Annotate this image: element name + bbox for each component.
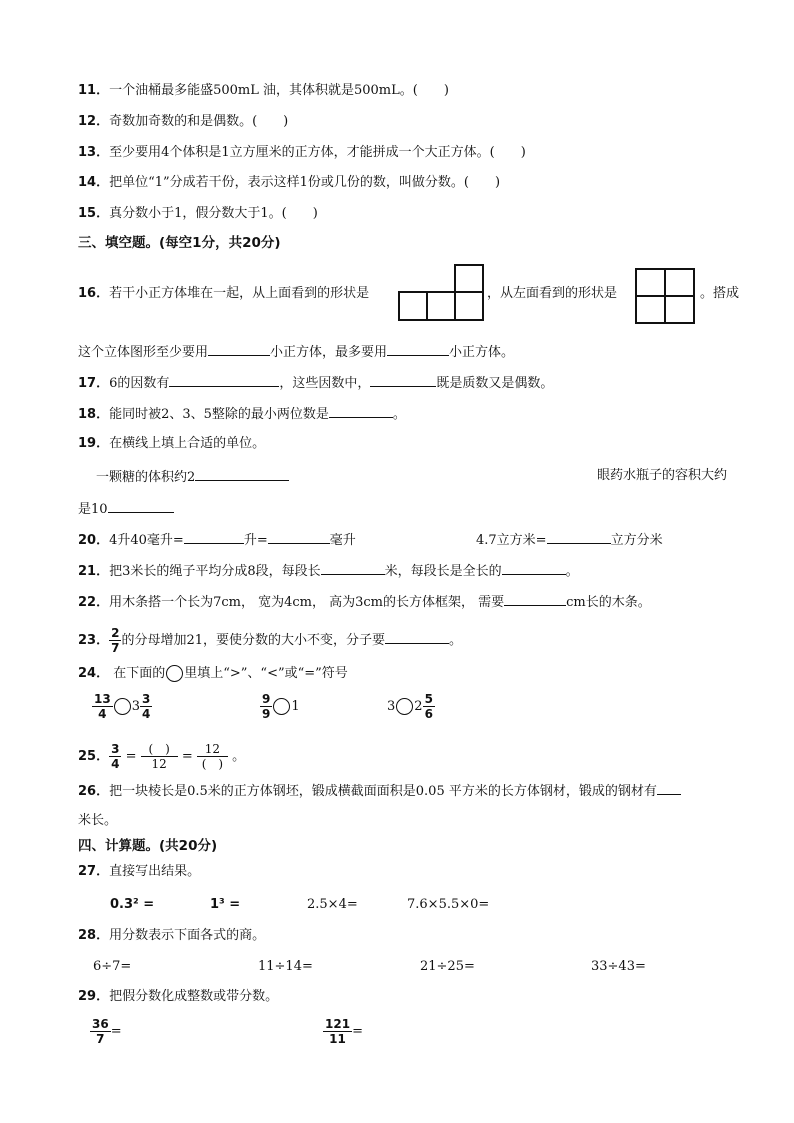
question-number: 24． <box>78 666 110 681</box>
numerator: 9 <box>262 692 271 706</box>
question-text: 4.7立方米= <box>476 533 547 548</box>
question-17 <box>78 373 553 393</box>
question-19-left <box>96 467 289 487</box>
question-number: 22． <box>78 595 110 610</box>
numerator: 12 <box>197 742 228 757</box>
question-number: 13． <box>78 145 110 160</box>
fraction <box>197 742 228 771</box>
equals-sign: = <box>181 749 193 764</box>
question-text: 4升40毫升= <box>109 533 184 548</box>
question-text: 。 <box>232 749 246 764</box>
numerator-blank[interactable]: ( ) <box>141 742 178 757</box>
answer-circle[interactable] <box>396 698 413 715</box>
denominator: 4 <box>98 707 107 721</box>
question-text: 升= <box>243 533 268 548</box>
question-number: 26． <box>78 784 110 799</box>
question-text: 小正方体。 <box>449 345 515 360</box>
whole-number: 3 <box>387 699 396 714</box>
question-text: 在下面的 <box>113 666 166 681</box>
question-number: 11． <box>78 83 110 98</box>
question-text: 的分母增加21，要使分数的大小不变，分子要 <box>121 633 385 648</box>
question-number: 29． <box>78 989 110 1004</box>
denominator: 4 <box>141 707 151 721</box>
question-text: 若干小正方体堆在一起，从上面看到的形状是 <box>109 286 370 301</box>
question-29 <box>78 988 278 1006</box>
question-number: 25． <box>78 749 110 764</box>
question-number: 20． <box>78 533 110 548</box>
fraction <box>109 626 121 655</box>
numerator: 3 <box>141 692 151 706</box>
question-11 <box>78 82 449 100</box>
numerator: 2 <box>111 626 120 640</box>
question-25 <box>78 742 245 771</box>
question-text: 6的因数有 <box>109 376 170 391</box>
question-text: 在横线上填上合适的单位。 <box>109 436 266 451</box>
question-text: 真分数小于1，假分数大于1。( ) <box>109 206 318 221</box>
top-view-shape-icon <box>398 264 484 322</box>
question-text: 把单位“1”分成若干份，表示这样1份或几份的数，叫做分数。( ) <box>109 175 501 190</box>
calc-item: 21÷25= <box>420 959 475 974</box>
denominator: 6 <box>424 707 433 721</box>
question-text: 一颗糖的体积约2 <box>96 470 196 485</box>
answer-blank[interactable] <box>184 530 244 544</box>
section-title-fill-in: 三、填空题。(每空1分，共20分) <box>78 235 281 251</box>
fraction <box>140 692 152 721</box>
denominator: 7 <box>96 1032 105 1046</box>
question-text: 。 <box>565 564 579 579</box>
whole-number: 2 <box>414 699 423 714</box>
question-15 <box>78 205 318 223</box>
compare-item-3 <box>387 692 435 721</box>
answer-blank[interactable] <box>321 561 385 575</box>
improper-fraction-1 <box>90 1017 122 1046</box>
question-number: 12． <box>78 114 110 129</box>
numerator: 13 <box>94 692 111 706</box>
question-number: 14． <box>78 175 110 190</box>
whole-number: 3 <box>131 699 140 714</box>
fraction <box>423 692 435 721</box>
question-12 <box>78 113 288 131</box>
question-number: 15． <box>78 206 110 221</box>
fraction <box>260 692 272 721</box>
question-text: 能同时被2、3、5整除的最小两位数是 <box>109 407 329 422</box>
question-text: ，这些因数中， <box>279 376 371 391</box>
question-text: 这个立体图形至少要用 <box>78 345 209 360</box>
question-text: 用分数表示下面各式的商。 <box>109 928 266 943</box>
question-number: 27． <box>78 864 110 879</box>
question-26-line2: 米长。 <box>78 813 118 828</box>
answer-circle[interactable] <box>273 698 290 715</box>
question-19-line3 <box>78 499 174 519</box>
denominator: 7 <box>111 641 120 655</box>
answer-circle[interactable] <box>114 698 131 715</box>
answer-blank[interactable] <box>504 592 566 606</box>
fraction <box>141 742 178 771</box>
question-text: 直接写出结果。 <box>109 864 201 879</box>
question-number: 21． <box>78 564 110 579</box>
equals-sign: = <box>125 749 137 764</box>
compare-item-1 <box>92 692 152 721</box>
answer-blank[interactable] <box>387 342 449 356</box>
answer-blank[interactable] <box>208 342 270 356</box>
whole-number: 1 <box>291 699 300 714</box>
question-19-right: 眼药水瓶子的容积大约 <box>597 468 728 483</box>
question-text: 既是质数又是偶数。 <box>436 376 554 391</box>
question-number: 19． <box>78 436 110 451</box>
question-text: 里填上“>”、“<”或“=”符号 <box>184 666 348 681</box>
question-number: 28． <box>78 928 110 943</box>
calc-item: 33÷43= <box>591 959 646 974</box>
fraction <box>90 1017 111 1046</box>
fraction <box>109 742 121 771</box>
equals-sign: = <box>352 1024 363 1039</box>
question-number: 18． <box>78 407 110 422</box>
question-text: 毫升 <box>329 533 356 548</box>
question-13 <box>78 144 526 162</box>
question-text: 奇数加奇数的和是偶数。( ) <box>109 114 289 129</box>
question-20 <box>78 530 356 550</box>
question-20-part2 <box>476 530 663 550</box>
calc-item: 1³ = <box>210 897 241 912</box>
question-text: 把假分数化成整数或带分数。 <box>109 989 279 1004</box>
question-16-line2 <box>78 342 514 362</box>
left-view-shape-icon <box>635 268 695 324</box>
answer-blank[interactable] <box>502 561 566 575</box>
calc-item: 7.6×5.5×0= <box>407 897 490 912</box>
question-text: 立方分米 <box>610 533 663 548</box>
question-18 <box>78 404 406 424</box>
question-text: 用木条搭一个长为7cm， 宽为4cm， 高为3cm的长方体框架， 需要 <box>109 595 505 610</box>
question-14 <box>78 174 500 192</box>
section-title-calculation: 四、计算题。(共20分) <box>78 838 218 854</box>
question-text: 。 <box>449 633 463 648</box>
question-text: 一个油桶最多能盛500mL 油，其体积就是500mL。( ) <box>109 83 449 98</box>
calc-item: 2.5×4= <box>307 897 358 912</box>
question-28 <box>78 927 265 945</box>
question-number: 17． <box>78 376 110 391</box>
question-text: 。 <box>392 407 406 422</box>
numerator: 121 <box>325 1017 351 1031</box>
question-16-line1 <box>78 285 369 303</box>
denominator: 12 <box>151 757 167 771</box>
question-24 <box>78 665 348 683</box>
denominator: 9 <box>262 707 271 721</box>
question-text: cm长的木条。 <box>566 595 651 610</box>
question-number: 16． <box>78 286 110 301</box>
calc-item: 0.3² = <box>110 897 155 912</box>
numerator: 3 <box>111 742 120 756</box>
question-16-text-c: 。搭成 <box>700 286 740 301</box>
numerator: 5 <box>424 692 433 706</box>
question-27 <box>78 863 200 881</box>
answer-blank[interactable] <box>370 373 436 387</box>
answer-blank[interactable] <box>657 781 681 795</box>
question-26 <box>78 781 681 801</box>
answer-blank[interactable] <box>108 499 174 513</box>
question-number: 23． <box>78 633 110 648</box>
answer-blank[interactable] <box>385 630 449 644</box>
denominator: 4 <box>111 757 120 771</box>
question-text: 至少要用4个体积是1立方厘米的正方体，才能拼成一个大正方体。( ) <box>109 145 526 160</box>
question-22 <box>78 592 651 612</box>
answer-blank[interactable] <box>268 530 330 544</box>
denominator-blank[interactable]: ( ) <box>201 757 224 771</box>
fraction <box>323 1017 352 1046</box>
question-text: 米，每段长是全长的 <box>384 564 502 579</box>
answer-blank[interactable] <box>547 530 611 544</box>
answer-blank[interactable] <box>329 404 393 418</box>
calc-item: 11÷14= <box>258 959 313 974</box>
improper-fraction-2 <box>323 1017 363 1046</box>
fraction <box>92 692 113 721</box>
question-text: 把3米长的绳子平均分成8段，每段长 <box>109 564 321 579</box>
question-23 <box>78 626 462 655</box>
question-21 <box>78 561 579 581</box>
question-text: 把一块棱长是0.5米的正方体钢坯，锻成横截面面积是0.05 平方米的长方体钢材，锻成的钢材有 <box>109 784 657 799</box>
answer-blank[interactable] <box>195 467 289 481</box>
denominator: 11 <box>329 1032 346 1046</box>
equals-sign: = <box>110 1024 122 1039</box>
answer-blank[interactable] <box>169 373 279 387</box>
question-16-text-b: ，从左面看到的形状是 <box>487 286 618 301</box>
compare-item-2 <box>260 692 300 721</box>
numerator: 36 <box>92 1017 109 1031</box>
question-19 <box>78 435 265 453</box>
calc-item: 6÷7= <box>93 959 132 974</box>
question-text: 小正方体，最多要用 <box>270 345 388 360</box>
question-text: 是10 <box>78 502 108 517</box>
compare-circle-icon <box>166 665 183 682</box>
